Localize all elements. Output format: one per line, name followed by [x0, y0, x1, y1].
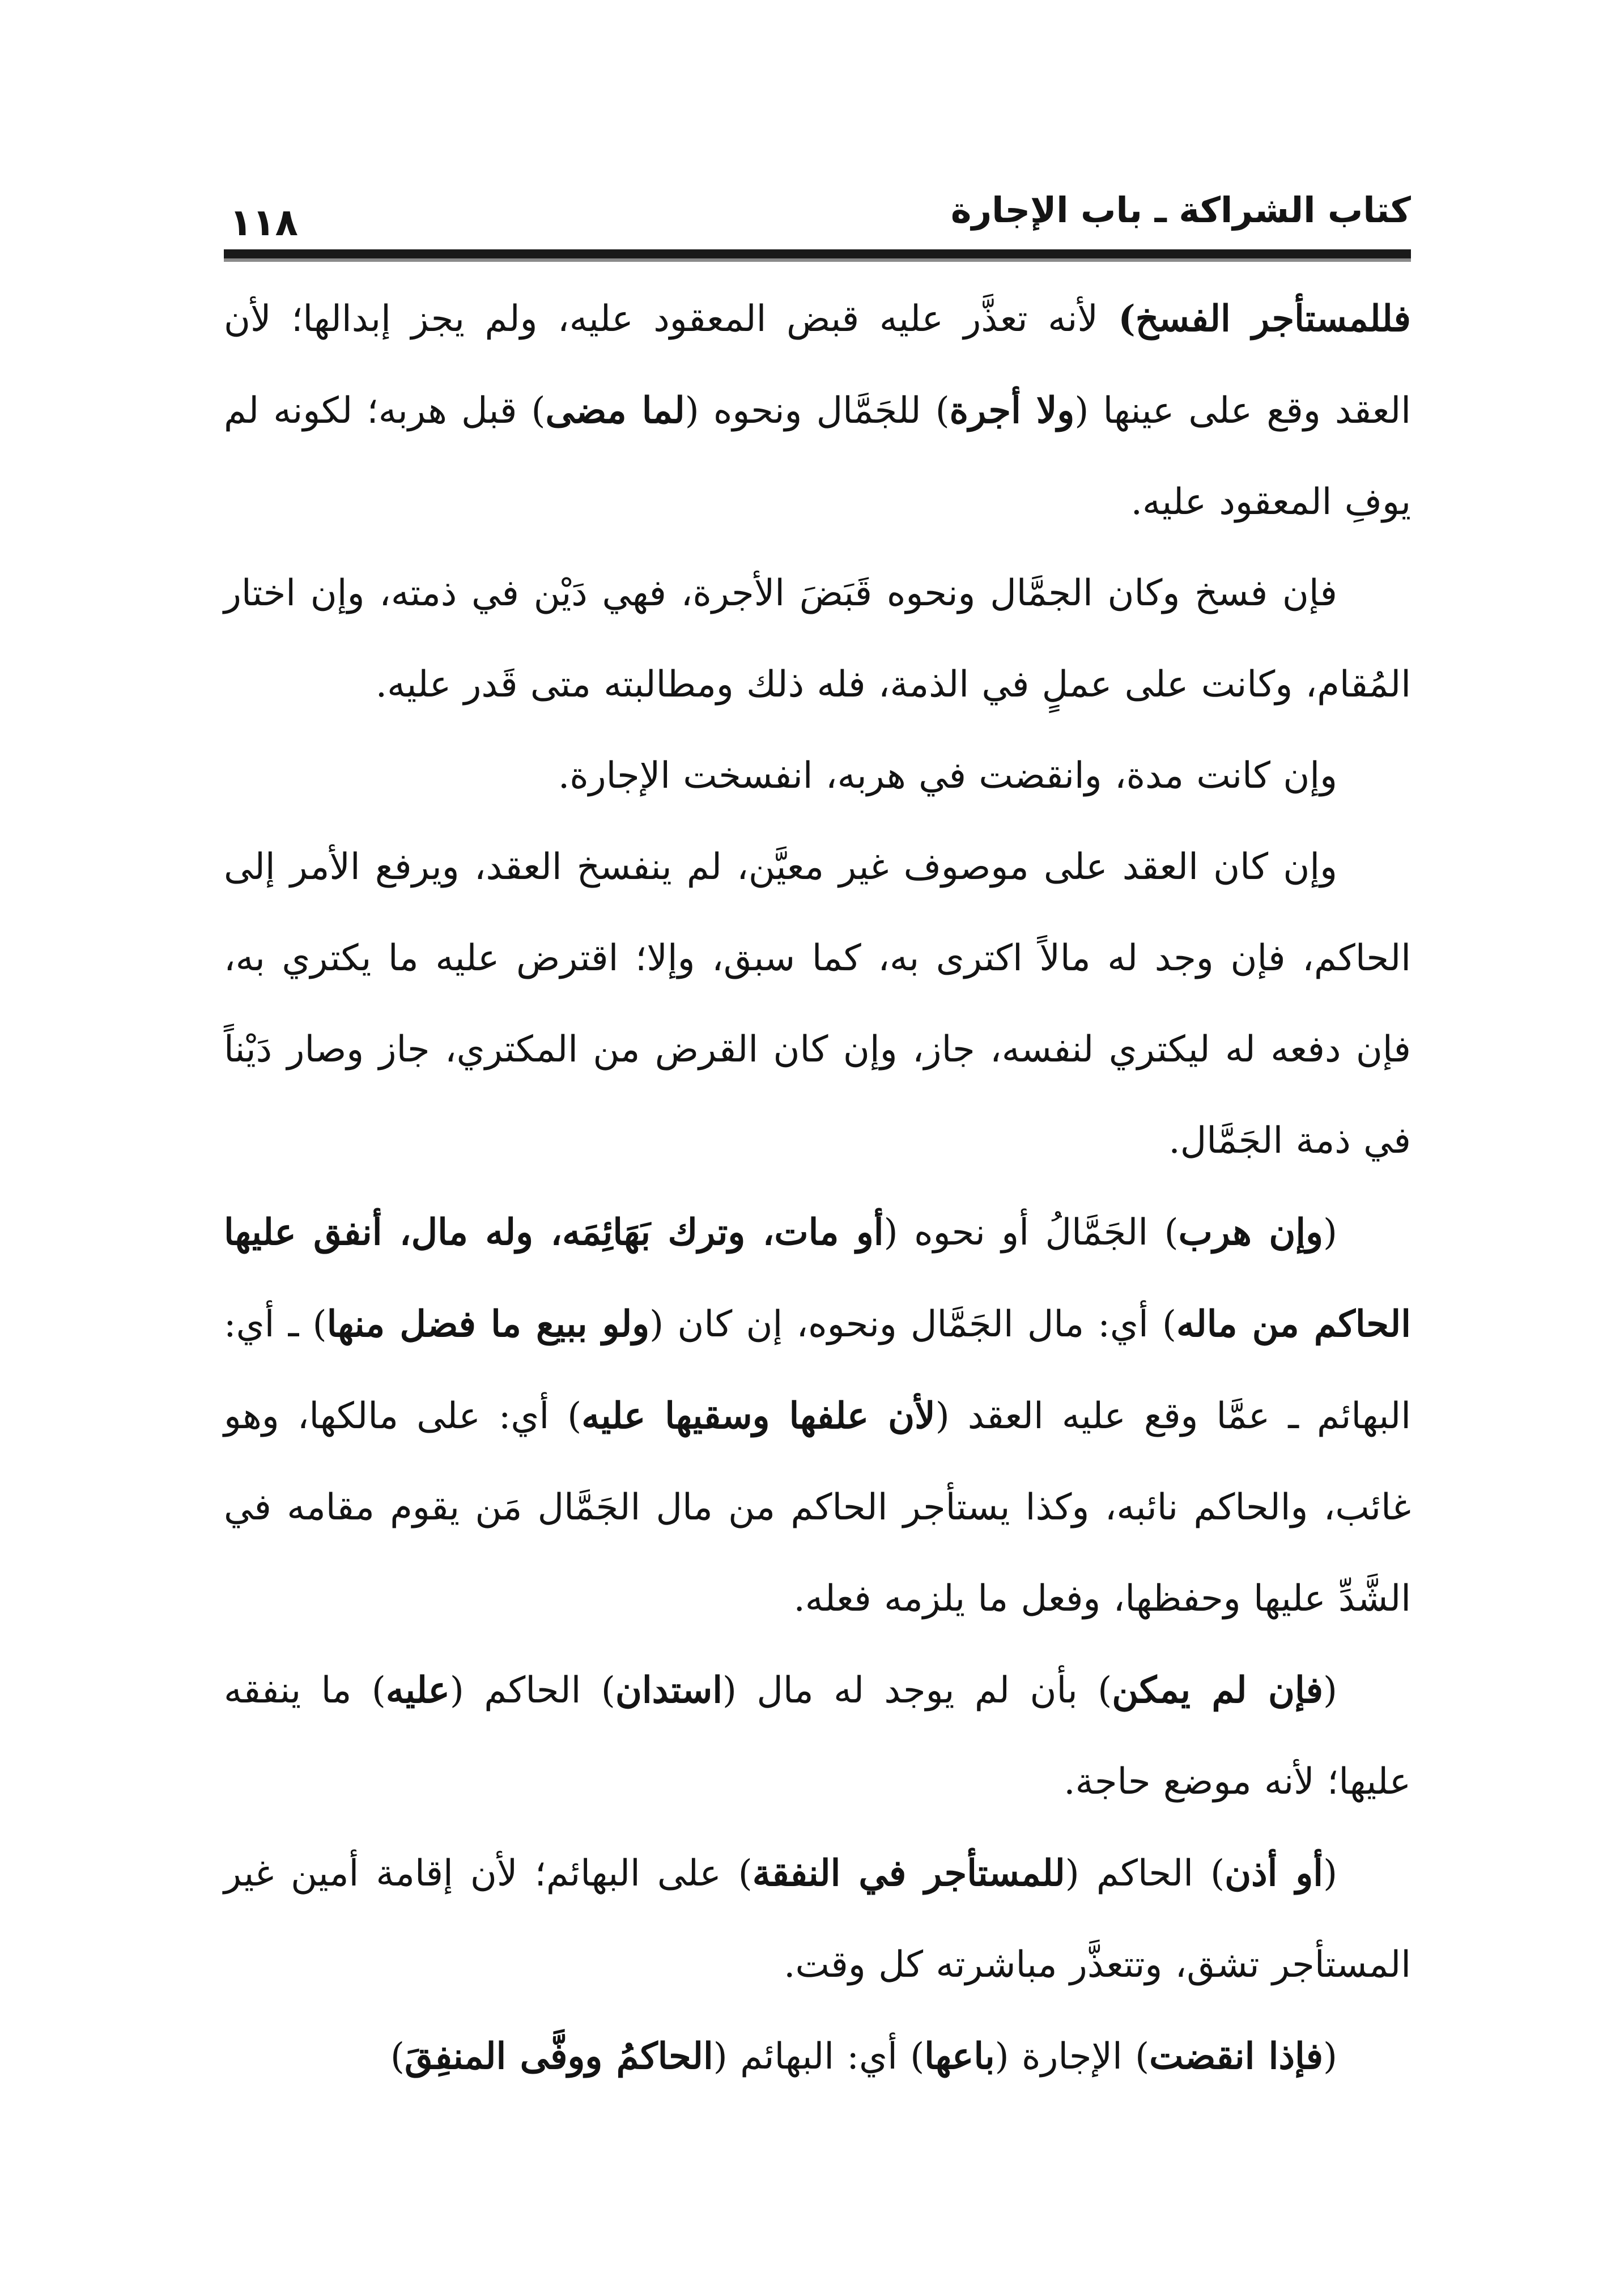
- body-text-segment: فإن فسخ وكان الجمَّال ونحوه قَبَضَ الأجرة، فهي دَيْن في ذمته، وإن اختار المُقام، وكانت على عملٍ في الذمة، فله ذلك ومطالبته متى قَدر عليه.: [224, 572, 1411, 706]
- paragraph: [224, 731, 1411, 822]
- body-text-segment: (: [1323, 2036, 1337, 2078]
- bold-term: أو أذن: [1225, 1852, 1324, 1895]
- bold-term: الحاكمُ ووفَّى المنفِقَ: [404, 2035, 713, 2078]
- page-number: ١١٨: [229, 201, 298, 244]
- body-text-segment: ) الحاكم (: [449, 1670, 615, 1712]
- body-text-segment: ) الحاكم (: [1065, 1853, 1225, 1895]
- body-text-segment: ) الجَمَّالُ أو نحوه (: [883, 1212, 1179, 1254]
- paragraph: [224, 1187, 1411, 1645]
- bold-term: لما مضى: [545, 389, 685, 432]
- bold-term: باعها: [924, 2035, 995, 2078]
- header-rule: [224, 249, 1411, 262]
- bold-term: فإذا انقضت: [1149, 2035, 1324, 2078]
- bold-term: وإن هرب: [1178, 1211, 1324, 1254]
- paragraph: [224, 1645, 1411, 1828]
- body-text-segment: ): [390, 2036, 405, 2078]
- body-text-segment: وإن كانت مدة، وانقضت في هربه، انفسخت الإجارة.: [558, 755, 1337, 797]
- body-text: [224, 273, 1411, 2103]
- bold-term: للمستأجر في النفقة: [752, 1852, 1065, 1895]
- body-text-segment: ) قبل هربه؛ لكونه لم يوفِ المعقود عليه.: [224, 390, 1411, 523]
- bold-term: أو مات، وترك بَهَائِمَه، وله مال، أنفق عليها الحاكم من ماله: [224, 1211, 1411, 1345]
- body-text-segment: ) على البهائم؛ لأن إقامة أمين غير المستأجر تشق، وتتعذَّر مباشرته كل وقت.: [224, 1853, 1411, 1986]
- paragraph: [224, 1828, 1411, 2011]
- bold-term: ولو ببيع ما فضل منها: [326, 1303, 650, 1345]
- bold-term: عليه: [385, 1669, 450, 1712]
- body-text-segment: ) بأن لم يوجد له مال (: [722, 1670, 1112, 1712]
- bold-term: ولا أجرة: [949, 389, 1075, 432]
- bold-term: فإن لم يمكن: [1112, 1669, 1324, 1712]
- body-text-segment: وإن كان العقد على موصوف غير معيَّن، لم ينفسخ العقد، ويرفع الأمر إلى الحاكم، فإن وجد له مالاً اكترى به، كما سبق، وإلا؛ اقترض عليه ما يكتري به، فإن دفعه له ليكتري لنفسه، جاز، وإن كان القرض من المكتري، جاز وصار دَيْناً في ذمة الجَمَّال.: [224, 846, 1412, 1162]
- paragraph: [224, 273, 1411, 548]
- body-text-segment: (: [1323, 1853, 1338, 1895]
- body-text-segment: (: [1323, 1212, 1338, 1254]
- body-text-segment: ) ـ أي: البهائم ـ عمَّا وقع عليه العقد (: [224, 1303, 1412, 1437]
- body-text-segment: ) أي: على مالكها، وهو غائب، والحاكم نائبه، وكذا يستأجر الحاكم من مال الجَمَّال مَن يقوم مقامه في الشَّدِّ عليها وحفظها، وفعل ما يلزمه فعله.: [224, 1395, 1411, 1620]
- paragraph: [224, 822, 1411, 1187]
- body-text-segment: ) الإجارة (: [994, 2036, 1150, 2078]
- body-text-segment: لأنه تعذَّر عليه قبض المعقود عليه، ولم يجز إبدالها؛ لأن العقد وقع على عينها (: [224, 298, 1412, 432]
- bold-term: استدان: [615, 1669, 722, 1712]
- body-text-segment: ) للجَمَّال ونحوه (: [685, 390, 950, 432]
- bold-term: فللمستأجر الفسخ): [1118, 298, 1412, 340]
- running-title: كتاب الشراكة ـ باب الإجارة: [950, 189, 1411, 231]
- body-text-segment: ) أي: البهائم (: [713, 2036, 925, 2078]
- body-text-segment: (: [1323, 1670, 1338, 1712]
- book-page: [224, 170, 1411, 2210]
- bold-term: لأن علفها وسقيها عليه: [581, 1395, 936, 1437]
- page-header: [224, 170, 1411, 264]
- body-text-segment: ) ما ينفقه عليها؛ لأنه موضع حاجة.: [224, 1670, 1411, 1803]
- paragraph: [224, 548, 1411, 731]
- paragraph: [224, 2011, 1411, 2103]
- body-text-segment: ) أي: مال الجَمَّال ونحوه، إن كان (: [649, 1303, 1176, 1345]
